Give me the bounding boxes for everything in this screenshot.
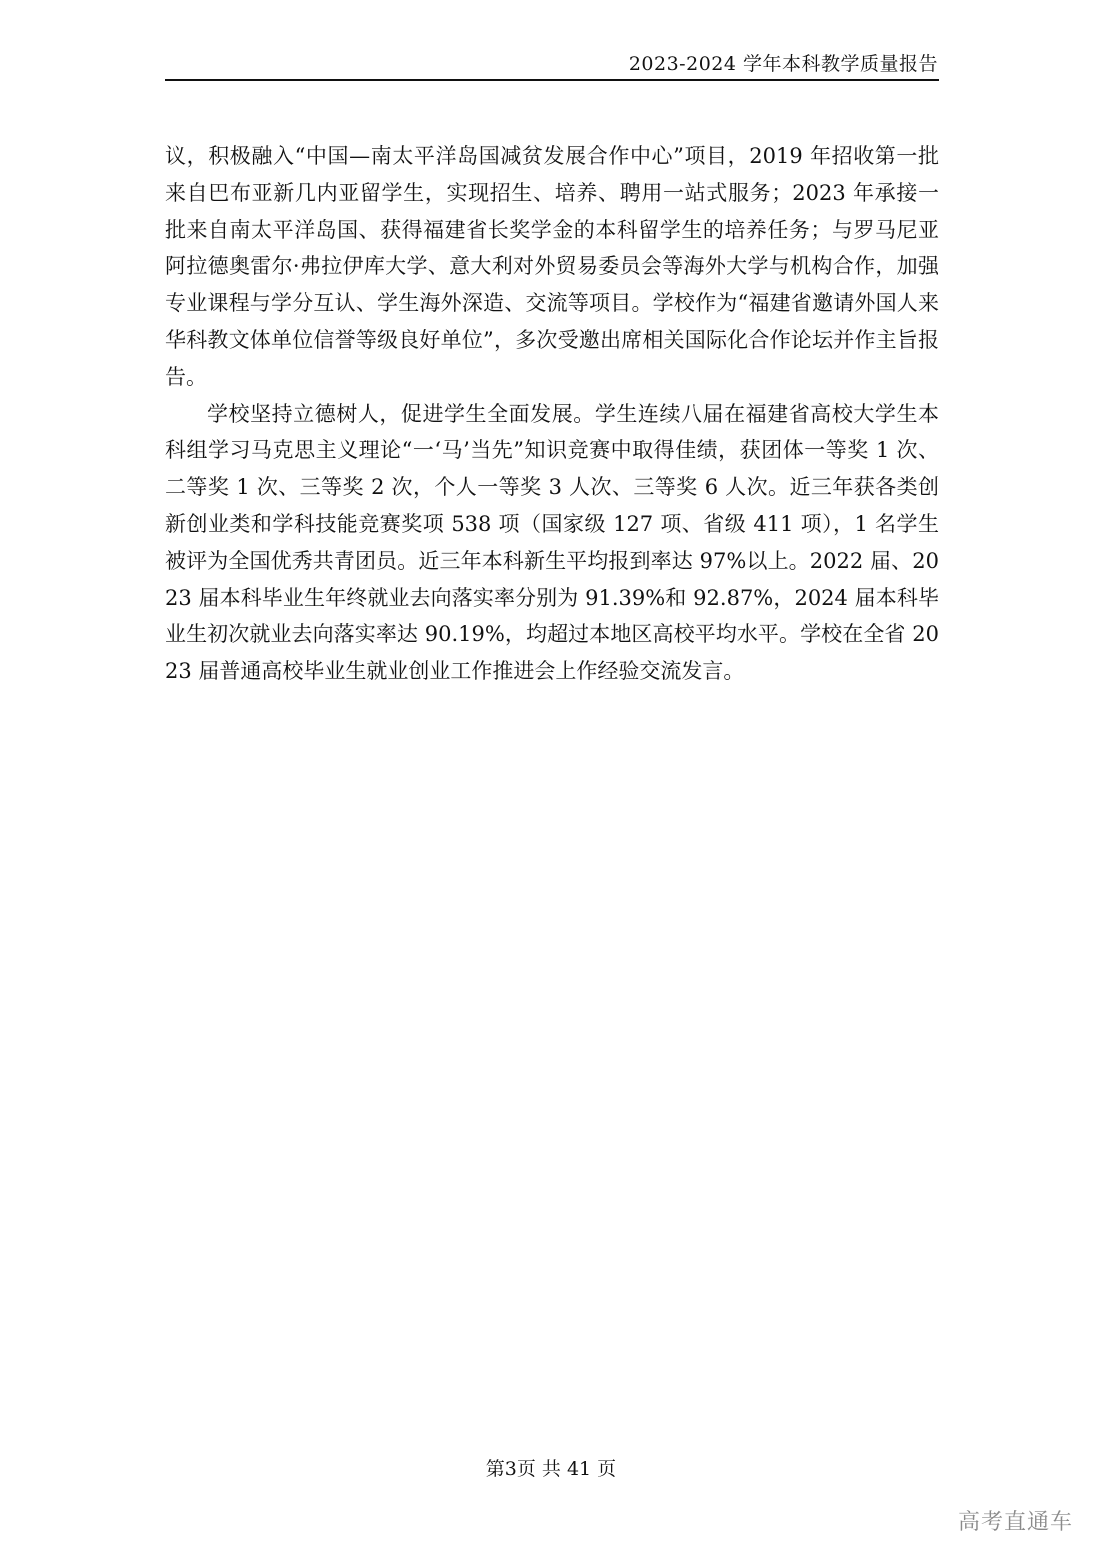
page-number: 第3页 共 41 页 bbox=[485, 1458, 617, 1480]
header-divider bbox=[165, 79, 939, 81]
document-body bbox=[165, 138, 939, 690]
paragraph-international-cooperation: 议，积极融入“中国—南太平洋岛国减贫发展合作中心”项目，2019 年招收第一批来自巴布亚新几内亚留学生，实现招生、培养、聘用一站式服务；2023 年承接一批来自南太平洋岛国、获得福建省长奖学金的本科留学生的培养任务；与罗马尼亚阿拉德奥雷尔·弗拉伊库大学、意大利对外贸易委员会等海外大学与机构合作，加强专业课程与学分互认、学生海外深造、交流等项目。学校作为“福建省邀请外国人来华科教文体单位信誉等级良好单位”，多次受邀出席相关国际化合作论坛并作主旨报告。 bbox=[165, 144, 939, 389]
paragraph-student-development: 学校坚持立德树人，促进学生全面发展。学生连续八届在福建省高校大学生本科组学习马克思主义理论“一‘马’当先”知识竞赛中取得佳绩，获团体一等奖 1 次、二等奖 1 次、三等奖 2 次，个人一等奖 3 人次、三等奖 6 人次。近三年获各类创新创业类和学科技能竞赛奖项 538 项（国家级 127 项、省级 411 项），1 名学生被评为全国优秀共青团员。近三年本科新生平均报到率达 97%以上。2022 届、2023 届本科毕业生年终就业去向落实率分别为 91.39%和 92.87%，2024 届本科毕业生初次就业去向落实率达 90.19%，均超过本地区高校平均水平。学校在全省 2023 届普通高校毕业生就业创业工作推进会上作经验交流发言。 bbox=[165, 401, 939, 684]
watermark-logo-text: 高考直通车 bbox=[957, 1510, 1073, 1535]
running-header-title: 2023-2024 学年本科教学质量报告 bbox=[628, 53, 938, 75]
